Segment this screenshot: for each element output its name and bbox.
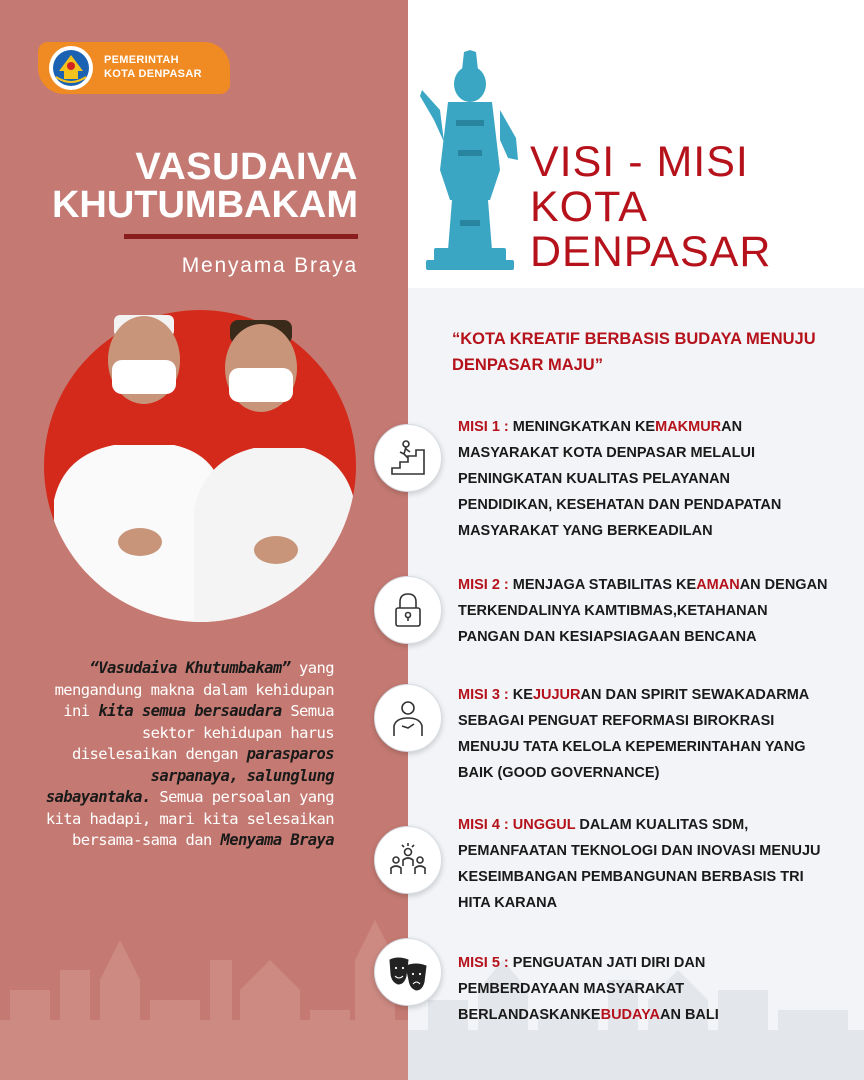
misi-5-text [458,950,828,1028]
misi-1-icon-circle [374,424,442,492]
misi-2-highlight: AMAN [696,577,740,593]
misi-2-label: MISI 2 : [458,577,513,593]
misi-3-icon-circle [374,684,442,752]
theater-masks-icon [388,952,428,992]
quote-emphasis-2: parasparos sarpanaya, salunglung sabayantaka. [45,745,334,806]
stairs-climb-icon [388,438,428,478]
misi-5-label: MISI 5 : [458,955,513,971]
vasudaiva-title-line-1: VASUDAIVA [135,146,358,188]
misi-5-text-b: AN BALI [659,1007,719,1023]
padlock-icon [388,590,428,630]
quote-term: “Vasudaiva Khutumbakam” [89,659,291,677]
misi-5-icon-circle [374,938,442,1006]
misi-4-text [458,812,828,916]
visi-motto-line-1: “KOTA KREATIF BERBASIS BUDAYA MENUJU [452,330,816,348]
misi-2-text [458,572,828,650]
misi-1-text-a: MENINGKATKAN KE [512,419,656,435]
misi-1-text-b: AN MASYARAKAT KOTA DENPASAR MELALUI PENINGKATAN KUALITAS PELAYANAN PENDIDIKAN, KESEHATAN DAN PENDAPATAN MASYARAKAT YANG BERKEADILAN [458,419,782,539]
misi-3-text-a: KE [512,687,533,703]
misi-5-highlight: BUDAYA [600,1007,660,1023]
mayor-vice-mayor-photo [44,310,356,622]
misi-1-highlight: MAKMUR [655,419,722,435]
misi-1-label: MISI 1 : [458,419,513,435]
misi-4-highlight: UNGGUL [512,817,576,833]
vasudaiva-quote [40,658,334,852]
kota-denpasar-emblem-icon [48,45,94,91]
vasudaiva-title [40,148,358,224]
misi-3-label: MISI 3 : [458,687,513,703]
quote-text-1: yang mengandung makna dalam kehidupan ini [54,659,334,720]
balinese-statue-icon [420,50,520,270]
misi-1-text [458,414,828,544]
visi-misi-title-line-1: VISI - MISI [530,138,749,186]
misi-5-text-a: PENGUATAN JATI DIRI DAN PEMBERDAYAAN MASYARAKAT BERLANDASKANKE [458,955,706,1023]
title-divider [124,234,358,239]
team-leader-icon [388,840,428,880]
misi-2-icon-circle [374,576,442,644]
misi-3-highlight: JUJUR [532,687,581,703]
visi-motto [452,326,832,378]
misi-2-text-b: AN DENGAN TERKENDALINYA KAMTIBMAS,KETAHANAN PANGAN DAN KESIAPSIAGAAN BENCANA [458,577,828,645]
person-pledge-icon [388,698,428,738]
misi-3-text [458,682,828,786]
misi-4-icon-circle [374,826,442,894]
misi-2-text-a: MENJAGA STABILITAS KE [512,577,697,593]
quote-text-3: Semua persoalan yang kita hadapi, mari kita selesaikan bersama-sama dan [45,788,334,849]
vasudaiva-title-line-2: KHUTUMBAKAM [51,184,358,226]
visi-misi-title-line-3: DENPASAR [530,228,772,276]
logo-line-2: KOTA DENPASAR [104,68,202,80]
quote-text-2: Semua sektor kehidupan harus diselesaikan dengan [72,702,334,763]
quote-emphasis-1: kita semua bersaudara [98,702,282,720]
vasudaiva-subtitle: Menyama Braya [181,254,358,277]
quote-emphasis-3: Menyama Braya [220,831,334,849]
visi-motto-line-2: DENPASAR MAJU” [452,356,603,374]
misi-3-text-b: AN DAN SPIRIT SEWAKADARMA SEBAGAI PENGUAT REFORMASI BIROKRASI MENUJU TATA KELOLA KEPEMERINTAHAN YANG BAIK (GOOD GOVERNANCE) [458,687,809,781]
logo-line-1: PEMERINTAH [104,54,179,66]
misi-4-label: MISI 4 : [458,817,513,833]
city-skyline-left-illustration [0,900,408,1080]
logo-text [104,53,202,81]
visi-misi-title-line-2: KOTA [530,183,648,231]
visi-misi-title [530,140,771,275]
misi-4-text-b: DALAM KUALITAS SDM, PEMANFAATAN TEKNOLOGI DAN INOVASI MENUJU KESEIMBANGAN PEMBANGUNAN BERBASIS TRI HITA KARANA [458,817,821,911]
